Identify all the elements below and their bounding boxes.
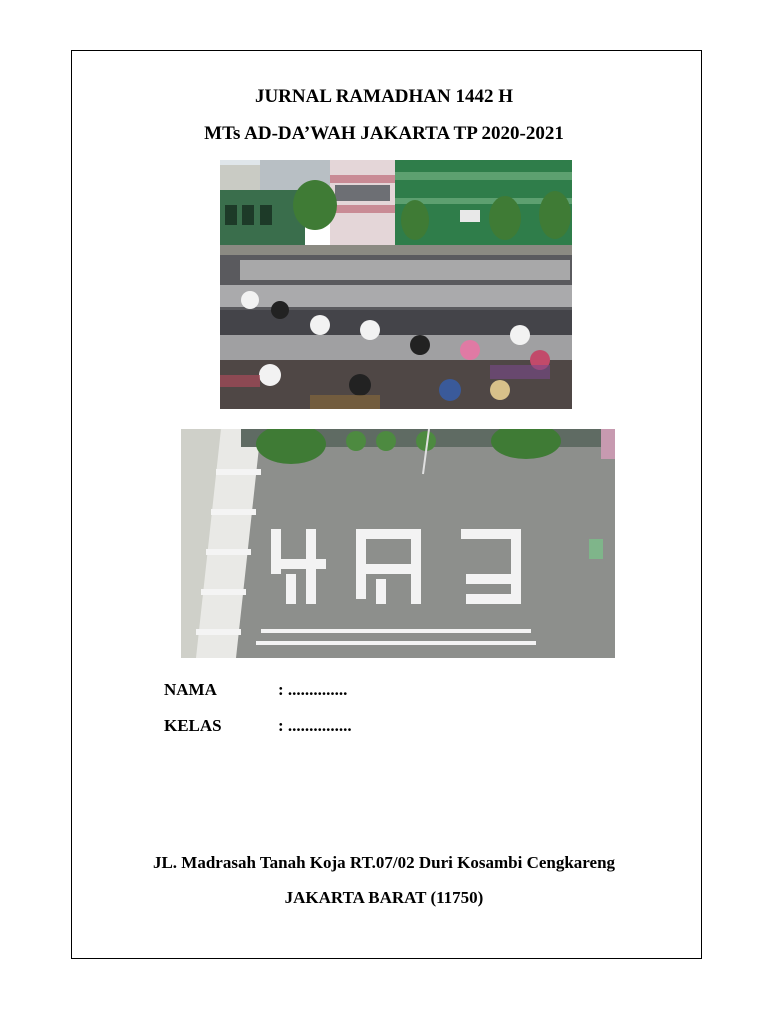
address-line-street: JL. Madrasah Tanah Koja RT.07/02 Duri Kosambi Cengkareng bbox=[152, 853, 616, 872]
address-line-city: JAKARTA BARAT (11750) bbox=[284, 888, 484, 907]
kelas-field[interactable]: : ............... bbox=[278, 716, 352, 735]
nama-label: NAMA bbox=[164, 680, 217, 699]
school-title: MTs AD-DA’WAH JAKARTA TP 2020-2021 bbox=[204, 123, 564, 144]
aerial-formation-photo bbox=[181, 429, 615, 658]
nama-field[interactable]: : .............. bbox=[278, 680, 348, 699]
crowd-gathering-photo bbox=[220, 160, 572, 409]
kelas-label: KELAS bbox=[164, 716, 222, 735]
journal-title: JURNAL RAMADHAN 1442 H bbox=[254, 86, 514, 107]
